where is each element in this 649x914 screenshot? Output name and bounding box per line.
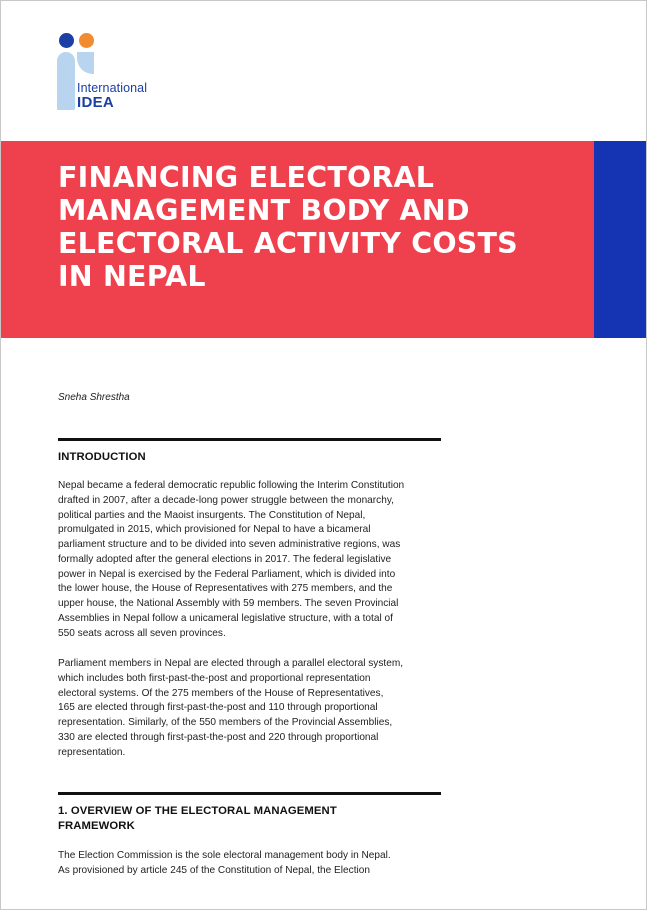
text-line: 330 are elected through first-past-the-post and 220 through proportional: [58, 731, 379, 743]
text-line: 550 seats across all seven provinces.: [58, 627, 226, 639]
international-idea-logo: [55, 31, 165, 115]
text-line: parliament structure and to be divided into seven administrative regions, was: [58, 539, 401, 550]
text-line: upper house, the National Assembly with 59 members. The seven Provincial: [58, 598, 399, 609]
logo-stem-shape: [57, 52, 75, 110]
title-line: IN NEPAL: [58, 260, 206, 293]
document-title: [58, 161, 578, 293]
text-line: 165 are elected through first-past-the-post and 110 through proportional: [58, 702, 378, 714]
text-line: drafted in 2007, after a decade-long power struggle between the monarchy,: [58, 494, 394, 506]
heading-line: 1. OVERVIEW OF THE ELECTORAL MANAGEMENT: [58, 805, 337, 817]
intro-paragraph-2: [58, 657, 448, 760]
author-name: Sneha Shrestha: [58, 392, 130, 403]
logo-leaf-shape: [77, 52, 94, 74]
logo-text-line2: IDEA: [77, 94, 115, 111]
text-line: promulgated in 2015, which provisioned for Nepal to have a bicameral: [58, 524, 371, 536]
text-line: electoral systems. Of the 275 members of the House of Representatives,: [58, 687, 384, 699]
overview-paragraph-1: [58, 849, 448, 879]
text-line: The Election Commission is the sole electoral management body in Nepal.: [58, 850, 391, 861]
section-heading-overview: [58, 804, 337, 834]
title-line: FINANCING ELECTORAL: [58, 161, 435, 194]
text-line: formally adopted after the general elections in 2017. The federal legislative: [58, 553, 392, 565]
title-line: ELECTORAL ACTIVITY COSTS: [58, 227, 518, 260]
section-heading-introduction: INTRODUCTION: [58, 451, 146, 463]
text-line: As provisioned by article 245 of the Constitution of Nepal, the Election: [58, 864, 370, 876]
text-line: representation. Similarly, of the 550 members of the Provincial Assemblies,: [58, 717, 393, 728]
title-banner-side-block: [594, 141, 647, 338]
section-rule: [58, 792, 441, 795]
heading-line: FRAMEWORK: [58, 820, 135, 832]
text-line: power in Nepal is exercised by the Federal Parliament, which is divided into: [58, 568, 396, 580]
text-line: Parliament members in Nepal are elected through a parallel electoral system,: [58, 658, 404, 669]
section-rule: [58, 438, 441, 441]
text-line: Nepal became a federal democratic republic following the Interim Constitution: [58, 480, 405, 491]
logo-blue-dot: [59, 33, 74, 48]
text-line: which includes both first-past-the-post and proportional representation: [58, 672, 371, 684]
logo-text-line1: International: [77, 81, 148, 95]
title-line: MANAGEMENT BODY AND: [58, 194, 470, 227]
text-line: the lower house, the House of Representatives with 275 members, and the: [58, 583, 393, 595]
intro-paragraph-1: [58, 479, 448, 641]
text-line: Assemblies in Nepal follow a unicameral legislative structure, with a total of: [58, 612, 393, 624]
logo-orange-dot: [79, 33, 94, 48]
text-line: representation.: [58, 746, 126, 758]
text-line: political parties and the Maoist insurgents. The Constitution of Nepal,: [58, 509, 366, 521]
